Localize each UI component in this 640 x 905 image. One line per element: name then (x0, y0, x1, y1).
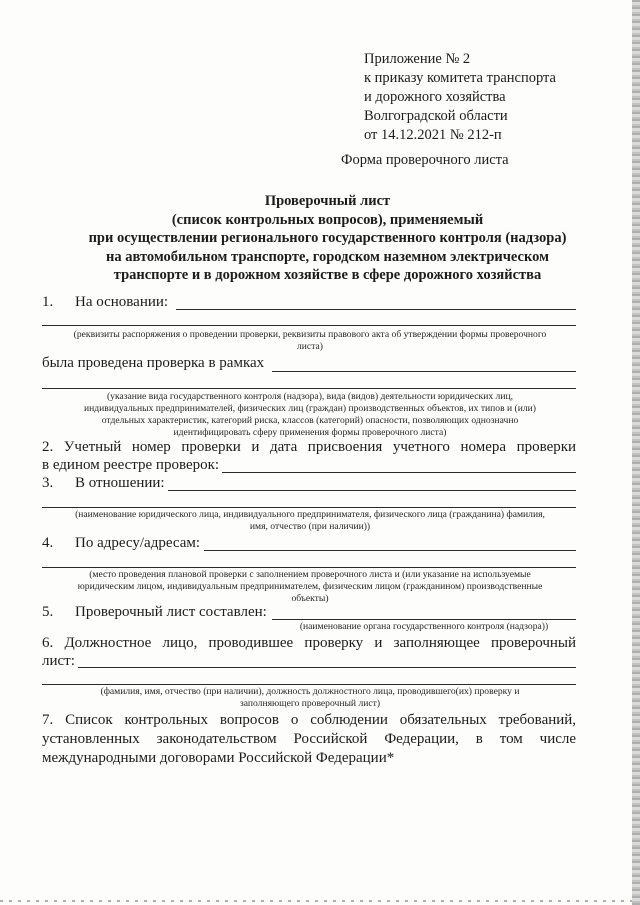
word: Должностное (64, 635, 152, 651)
item1-caption (30, 329, 590, 353)
item1-caption2 (30, 391, 590, 439)
word: установленных (42, 731, 140, 747)
caption-line: (наименование органа государственного контроля (надзора)) (299, 621, 549, 632)
item1-line2: была проведена проверка в рамках (42, 355, 265, 371)
item3-label: В отношении: (75, 475, 165, 491)
title-line: Проверочный лист (264, 193, 391, 209)
item4-fill-line-2[interactable] (42, 567, 576, 568)
item2-number: 2. (42, 439, 54, 455)
word: вопросов (219, 712, 279, 728)
caption-line: индивидуальных предпринимателей, физических лиц (граждан) производственных объектов, их типов и (или) (84, 403, 536, 414)
item5-fill-line[interactable] (272, 619, 576, 620)
item3-fill-line[interactable] (168, 490, 576, 491)
item2-fill-line[interactable] (222, 472, 576, 473)
item7-number: 7. (42, 712, 54, 728)
word: Список (65, 712, 113, 728)
title-line: транспорте и в дорожном хозяйстве в сфере дорожного хозяйства (113, 267, 542, 284)
item5-caption (272, 621, 576, 633)
item4-label: По адресу/адресам: (75, 535, 201, 551)
word: проверки (181, 439, 241, 455)
item1-fill-line[interactable] (176, 309, 576, 310)
caption-line: заполняющего проверочный лист) (239, 698, 381, 709)
item1-scope-line[interactable] (272, 371, 576, 372)
word: проверку (304, 635, 364, 651)
word: соблюдении (310, 712, 388, 728)
item3-number: 3. (42, 475, 54, 491)
appendix-block (364, 50, 556, 145)
title-line: на автомобильном транспорте, городском наземном электрическом (106, 248, 549, 265)
caption-line: идентифицировать сферу применения формы проверочного листа) (173, 427, 447, 438)
item6-number: 6. (42, 635, 54, 651)
caption-line: (указание вида государственного контроля (надзора), вида (видов) деятельности юридических лиц, (106, 391, 514, 402)
caption-line: (реквизиты распоряжения о проведении проверки, реквизиты правового акта об утверждении формы проверочного (73, 329, 547, 340)
item3-caption (30, 509, 590, 533)
item6-line2: лист: (42, 653, 75, 669)
caption-line: (фамилия, имя, отчество (при наличии), должность должностного лица, проводившего(их) проверку и (100, 686, 520, 697)
word: обязательных (399, 712, 487, 728)
caption-line: имя, отчество (при наличии)) (249, 521, 371, 532)
item6-fill-line-2[interactable] (42, 684, 576, 685)
caption-line: юридическим лицом, индивидуальным предпринимателем, физическим лицом (гражданином) производственные (77, 581, 543, 592)
word: учетного (392, 439, 450, 455)
title-line: (список контрольных вопросов), применяемый (171, 211, 484, 228)
word: и (374, 635, 383, 651)
word: номера (460, 439, 507, 455)
item1-scope-line-2[interactable] (42, 388, 576, 389)
word: проверочный (491, 635, 576, 651)
item2-line2: в едином реестре проверок: (42, 457, 220, 473)
word: проверки (516, 439, 577, 455)
caption-line: отдельных характеристик, категорий риска, классов (категорий) опасности, позволяющих однозначно (101, 415, 519, 426)
word: в (475, 731, 483, 747)
word: законодательством (156, 731, 277, 747)
word: дата (269, 439, 298, 455)
word: Федерации, (384, 731, 459, 747)
item1-number: 1. (42, 294, 54, 310)
caption-line: объекты) (291, 593, 329, 604)
appendix-line: Волгоградской области (364, 108, 508, 124)
caption-line: (место проведения плановой проверки с заполнением проверочного листа и (или указание на используемые (89, 569, 531, 580)
item5-label: Проверочный лист составлен: (75, 604, 267, 620)
form-caption: Форма проверочного листа (341, 152, 509, 168)
word: лицо, (162, 635, 198, 651)
word: контрольных (124, 712, 209, 728)
caption-line: листа) (297, 341, 323, 352)
item7-line2 (42, 730, 576, 748)
item1-label: На основании: (75, 294, 169, 310)
item1-fill-line-2[interactable] (42, 325, 576, 326)
item7-line3: международными договорами Российской Федерации* (42, 750, 395, 766)
appendix-line: от 14.12.2021 № 212-п (364, 127, 502, 143)
title-line: при осуществлении регионального государственного контроля (надзора) (88, 230, 567, 247)
document-title (40, 192, 615, 285)
word: о (290, 712, 299, 728)
word: присвоения (307, 439, 383, 455)
item4-number: 4. (42, 535, 54, 551)
caption-line: (наименование юридического лица, индивидуального предпринимателя, физического лица (гражданина) фамилия, (75, 509, 545, 520)
word: Учетный (63, 439, 122, 455)
appendix-line: и дорожного хозяйства (364, 89, 506, 105)
word: и (251, 439, 260, 455)
word: заполняющее (393, 635, 480, 651)
item3-fill-line-2[interactable] (42, 507, 576, 508)
appendix-line: к приказу комитета транспорта (364, 70, 556, 86)
scan-bottom-noise (0, 900, 632, 902)
word: Российской (293, 731, 368, 747)
word: проводившее (208, 635, 294, 651)
item6-caption (30, 686, 590, 710)
word: том (499, 731, 523, 747)
item4-fill-line[interactable] (204, 550, 576, 551)
item2-line1 (42, 438, 576, 456)
word: требований, (498, 712, 577, 728)
item6-line1 (42, 634, 576, 652)
item4-caption (30, 569, 590, 605)
item6-fill-line[interactable] (78, 667, 576, 668)
item7-line1 (42, 711, 576, 729)
scan-edge-noise (632, 0, 640, 905)
word: номер (131, 439, 171, 455)
item5-number: 5. (42, 604, 54, 620)
appendix-line: Приложение № 2 (364, 51, 471, 67)
word: числе (539, 731, 577, 747)
